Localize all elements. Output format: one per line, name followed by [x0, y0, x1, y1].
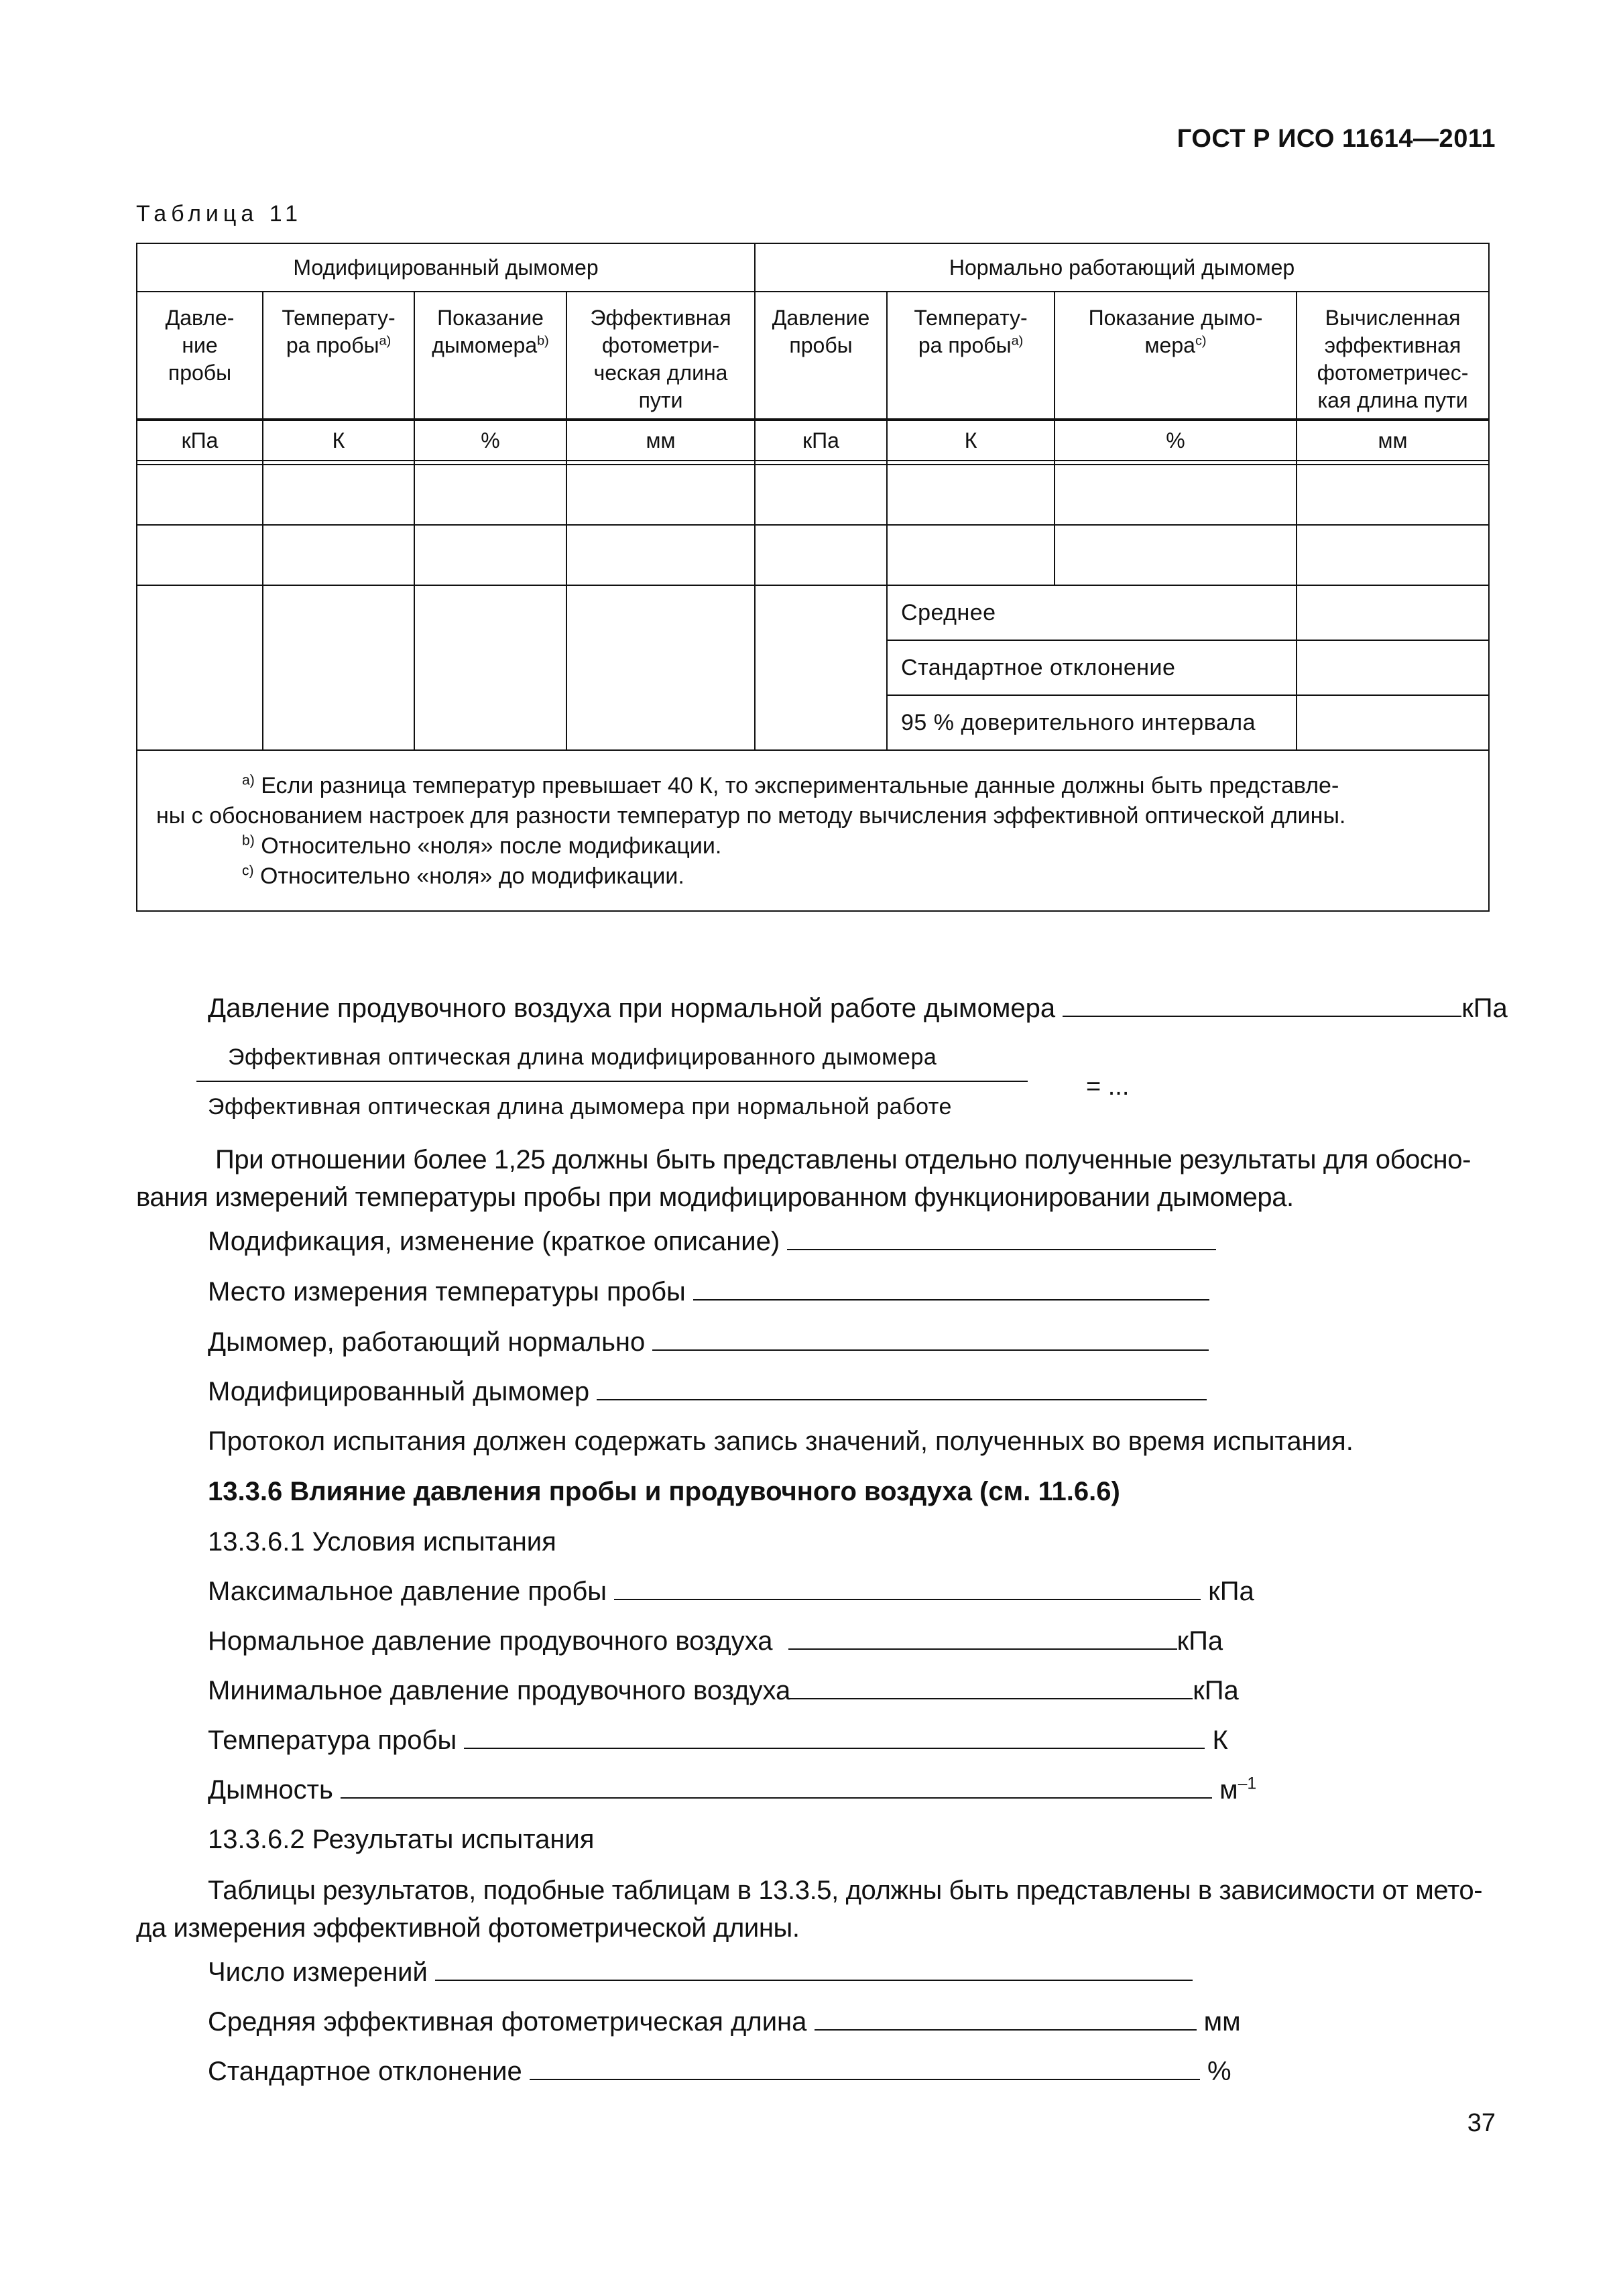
ratio-note: При отношении более 1,25 должны быть представлены отдельно полученные результаты для обосно- вания измерений температуры пробы при модифицированном функционировании дымомера.: [136, 1145, 1471, 1212]
max-pressure-unit: кПа: [1208, 1577, 1254, 1606]
footnote-b: $^{b)}$ Относительно «ноля» после модификации.: [242, 833, 722, 859]
purge-pressure-blank[interactable]: [1063, 1015, 1461, 1017]
modification-field: [208, 1227, 1216, 1257]
stat-label-mean: Среднее: [887, 585, 1297, 640]
std-dev-field: [208, 2057, 1231, 2087]
opacity-label: Дымность: [208, 1775, 333, 1805]
normal-purge-label: Нормальное давление продувочного воздуха: [208, 1626, 773, 1656]
modified-meter-field: [208, 1377, 1207, 1407]
num-measurements-label: Число измерений: [208, 1957, 428, 1987]
modification-blank[interactable]: [787, 1248, 1216, 1250]
group-header-modified: Модифицированный дымомер: [137, 243, 755, 292]
modified-meter-label: Модифицированный дымомер: [208, 1377, 590, 1406]
max-pressure-blank[interactable]: [614, 1598, 1201, 1600]
stat-label-std-dev: Стандартное отклонение: [887, 640, 1297, 695]
temp-place-blank[interactable]: [693, 1298, 1209, 1301]
col-header-calculated-length: Вычисленная эффективная фотометричес- кая длина пути: [1297, 292, 1489, 420]
unit-cell: К: [263, 420, 414, 461]
std-dev-unit: %: [1207, 2057, 1231, 2086]
group-header-normal: Нормально работающий дымомер: [755, 243, 1489, 292]
normal-meter-field: [208, 1327, 1209, 1357]
opacity-blank[interactable]: [341, 1797, 1212, 1799]
page-number: 37: [1467, 2109, 1496, 2137]
purge-pressure-unit: кПа: [1461, 993, 1508, 1023]
unit-cell: К: [887, 420, 1055, 461]
col-header-effective-length-modified: Эффективная фотометри- ческая длина пути: [566, 292, 755, 420]
sample-temp-label: Температура пробы: [208, 1726, 457, 1755]
max-pressure-field: [208, 1577, 1254, 1607]
modified-meter-blank[interactable]: [597, 1398, 1207, 1400]
normal-meter-blank[interactable]: [652, 1349, 1209, 1351]
col-header-reading-normal: Показание дымо- мера$^{c)}$: [1055, 292, 1297, 420]
unit-cell: мм: [1297, 420, 1489, 461]
mean-length-field: [208, 2007, 1241, 2037]
table-caption: Таблица 11: [136, 201, 303, 227]
sample-temp-blank[interactable]: [464, 1747, 1205, 1749]
num-measurements-blank[interactable]: [435, 1979, 1193, 1981]
stat-label-confidence: 95 % доверительного интервала: [887, 695, 1297, 750]
normal-purge-unit: кПа: [1177, 1626, 1223, 1656]
col-header-pressure-modified: Давле- ние пробы: [137, 292, 263, 420]
sample-temp-unit: К: [1212, 1726, 1228, 1755]
max-pressure-label: Максимальное давление пробы: [208, 1577, 607, 1606]
modification-label: Модификация, изменение (краткое описание): [208, 1227, 780, 1256]
unit-cell: кПа: [137, 420, 263, 461]
col-header-pressure-normal: Давление пробы: [755, 292, 887, 420]
min-purge-unit: кПа: [1193, 1676, 1239, 1705]
opacity-unit: $м^{-1}$: [1219, 1774, 1257, 1805]
min-purge-field: [208, 1676, 1239, 1706]
document-header: ГОСТ Р ИСО 11614—2011: [1177, 125, 1496, 153]
ratio-equals: = ...: [1086, 1073, 1130, 1101]
table-footnotes: [137, 750, 1489, 911]
protocol-text: Протокол испытания должен содержать запись значений, полученных во время испытания.: [208, 1427, 1354, 1456]
purge-pressure-label: Давление продувочного воздуха при нормальной работе дымомера: [208, 993, 1056, 1023]
footnote-c: $^{c)}$ Относительно «ноля» до модификации.: [242, 863, 684, 889]
min-purge-blank[interactable]: [790, 1697, 1193, 1699]
section-title: 13.3.6 Влияние давления пробы и продувочного воздуха (см. 11.6.6): [208, 1477, 1120, 1506]
subsection-results: 13.3.6.2 Результаты испытания: [208, 1825, 595, 1854]
table-row: [137, 525, 1489, 585]
mean-length-label: Средняя эффективная фотометрическая длина: [208, 2007, 807, 2037]
std-dev-label: Стандартное отклонение: [208, 2057, 522, 2086]
footnote-a: $^{a)}$ Если разница температур превышает 40 К, то экспериментальные данные должны быть представле-: [242, 772, 1339, 798]
unit-cell: %: [1055, 420, 1297, 461]
normal-purge-field: [208, 1626, 1223, 1656]
sample-temp-field: [208, 1726, 1228, 1756]
temp-place-field: [208, 1277, 1209, 1307]
subsection-conditions: 13.3.6.1 Условия испытания: [208, 1527, 556, 1557]
std-dev-blank[interactable]: [530, 2078, 1200, 2080]
ratio-numerator: Эффективная оптическая длина модифицированного дымомера: [228, 1044, 937, 1070]
normal-meter-label: Дымомер, работающий нормально: [208, 1327, 646, 1357]
normal-purge-blank[interactable]: [788, 1648, 1177, 1650]
table-row: [137, 465, 1489, 525]
col-header-reading-modified: Показание дымомера$^{b)}$: [414, 292, 566, 420]
results-paragraph: Таблицы результатов, подобные таблицам в 13.3.5, должны быть представлены в зависимости от мето- да измерения эффективной фотометрической длины.: [136, 1876, 1483, 1943]
fraction-bar: [196, 1081, 1028, 1082]
purge-pressure-field: [208, 993, 1508, 1024]
footnote-a-cont: ны с обоснованием настроек для разности температур по методу вычисления эффективной оптической длины.: [156, 803, 1346, 829]
ratio-denominator: Эффективная оптическая длина дымомера при нормальной работе: [208, 1094, 952, 1120]
col-header-temperature-modified: Температу- ра пробы$^{a)}$: [263, 292, 414, 420]
unit-cell: кПа: [755, 420, 887, 461]
results-table: [136, 243, 1490, 912]
unit-cell: %: [414, 420, 566, 461]
num-measurements-field: [208, 1957, 1193, 1988]
temp-place-label: Место измерения температуры пробы: [208, 1277, 686, 1307]
min-purge-label: Минимальное давление продувочного воздуха: [208, 1676, 791, 1705]
mean-length-blank[interactable]: [815, 2029, 1197, 2031]
mean-length-unit: мм: [1203, 2007, 1241, 2037]
unit-cell: мм: [566, 420, 755, 461]
col-header-temperature-normal: Температу- ра пробы$^{a)}$: [887, 292, 1055, 420]
opacity-field: [208, 1775, 1256, 1805]
